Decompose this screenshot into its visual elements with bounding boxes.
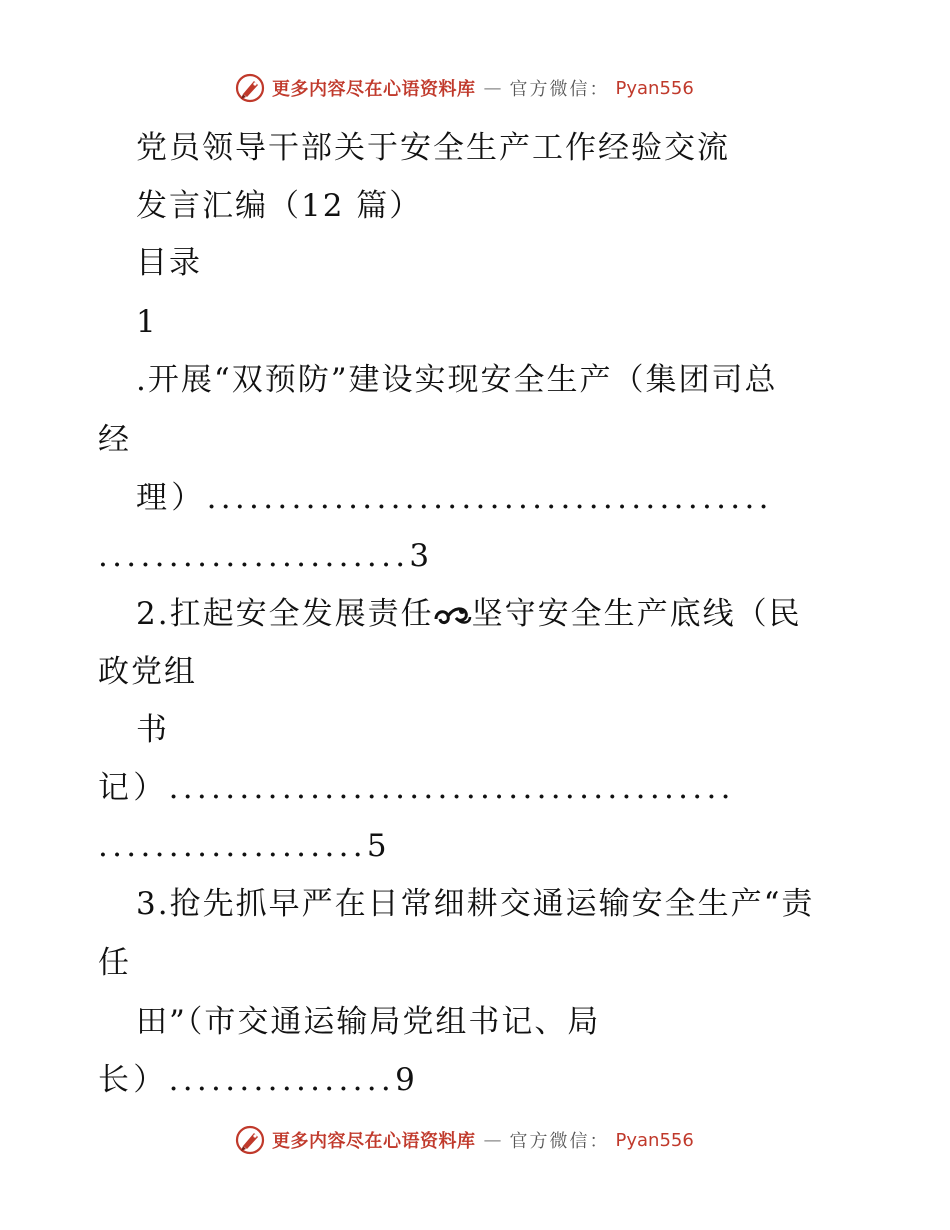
toc-entry-2-line-1: [136, 594, 802, 634]
watermark-official-label: 官方微信：: [509, 1131, 610, 1152]
watermark-main-text: 更多内容尽在心语资料库: [272, 1131, 476, 1152]
toc-number-1: 1: [136, 304, 158, 340]
toc-entry-2-line-3: 书: [136, 712, 169, 748]
watermark-header: [234, 72, 694, 104]
watermark-footer: [234, 1124, 694, 1156]
document-title-line-2: 发言汇编（12 篇）: [136, 188, 423, 224]
watermark-dash: —: [483, 77, 502, 99]
ornament-icon: [432, 603, 474, 629]
toc-entry-2-text-a: 2.扛起安全发展责任: [136, 596, 434, 632]
toc-entry-3-page: 长）................9: [98, 1062, 420, 1098]
document-title-line-1: 党员领导干部关于安全生产工作经验交流: [136, 130, 730, 166]
watermark-official-label: 官方微信：: [509, 79, 610, 100]
toc-entry-2-text-b: 坚守安全生产底线（民: [471, 596, 802, 632]
toc-entry-1-line-2: 经: [98, 422, 131, 458]
toc-entry-3-line-1: 3.抢先抓早严在日常细耕交通运输安全生产“责: [136, 886, 815, 922]
watermark-handle: Pyan556: [615, 1129, 694, 1151]
toc-entry-2-line-2: 政党组: [98, 654, 197, 690]
toc-entry-1-line-1: .开展“双预防”建设实现安全生产（集团司总: [136, 362, 778, 398]
watermark-handle: Pyan556: [615, 77, 694, 99]
toc-entry-3-line-3: 田”（市交通运输局党组书记、局: [136, 1004, 601, 1040]
toc-entry-2-page: ...................5: [98, 828, 391, 864]
pen-logo-icon: [234, 72, 266, 104]
watermark-main-text: 更多内容尽在心语资料库: [272, 79, 476, 100]
pen-logo-icon: [234, 1124, 266, 1156]
watermark-dash: —: [483, 1129, 502, 1151]
toc-entry-2-line-4: 记）........................................: [98, 770, 735, 806]
toc-entry-1-page: ......................3: [98, 538, 434, 574]
toc-heading: 目录: [136, 245, 202, 281]
toc-entry-1-line-3: 理）........................................: [136, 480, 773, 516]
toc-entry-3-line-2: 任: [98, 945, 131, 981]
